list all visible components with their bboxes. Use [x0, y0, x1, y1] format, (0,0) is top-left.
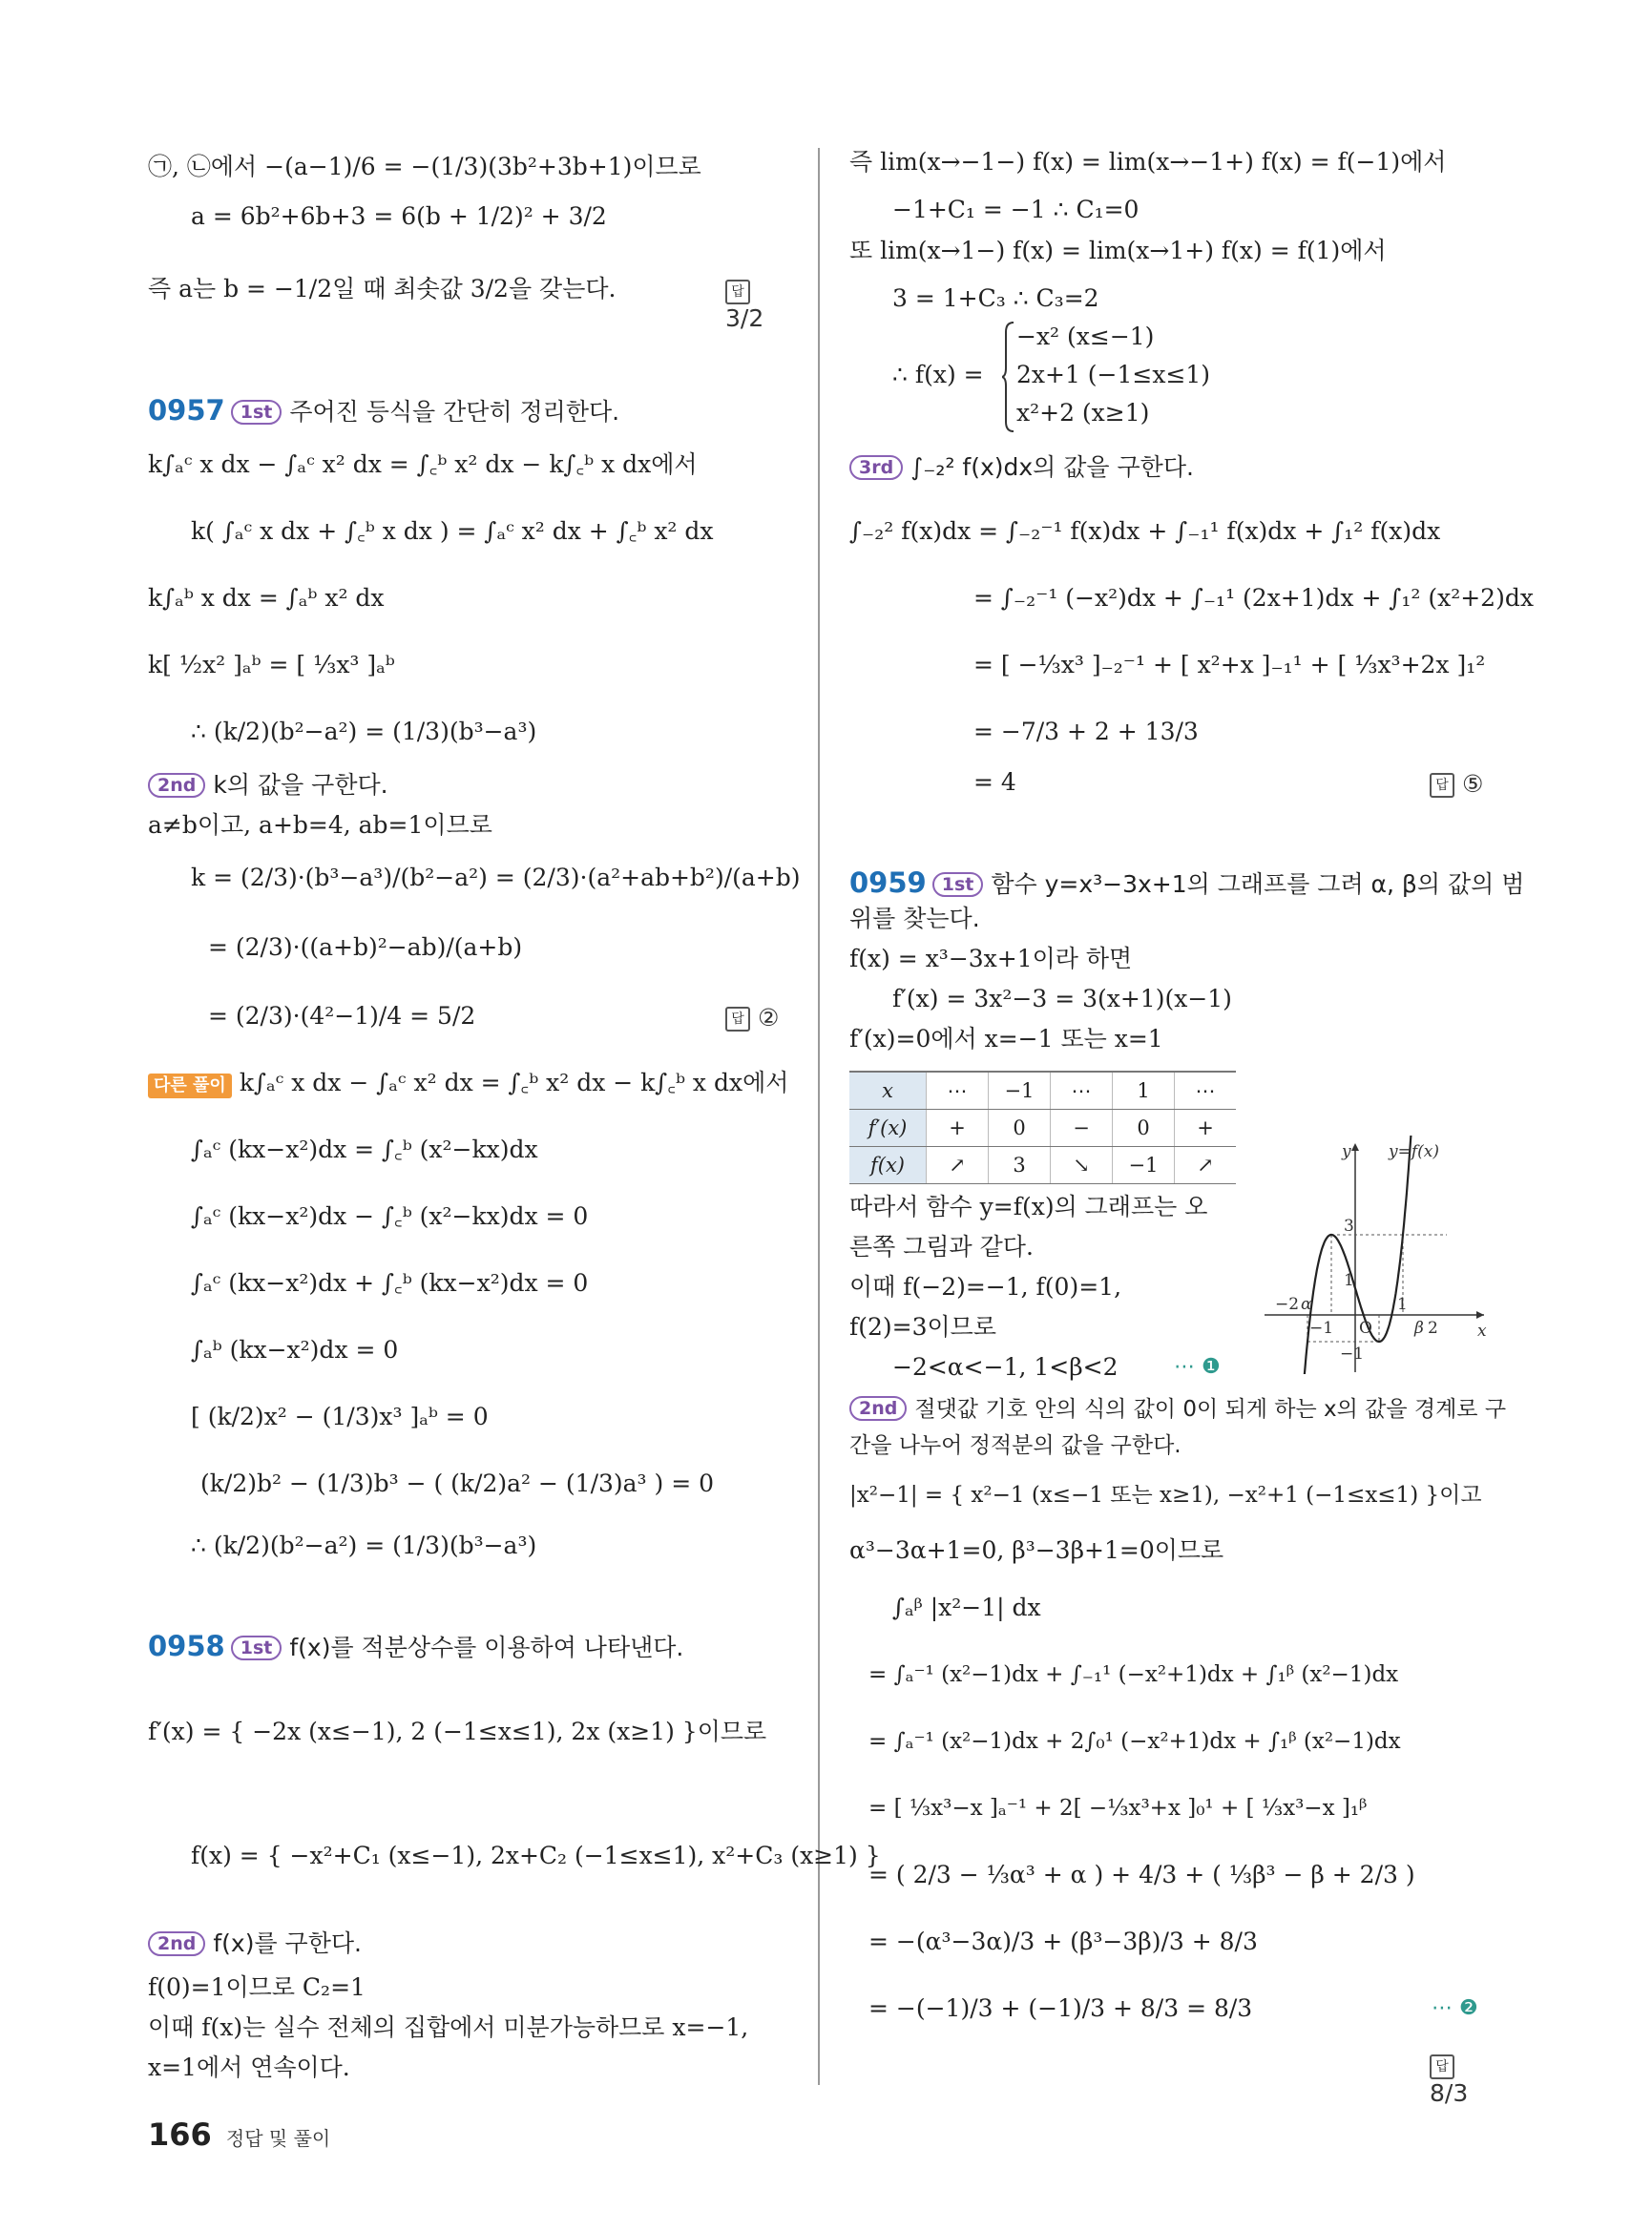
solution-line: = [ −⅓x³ ]₋₂⁻¹ + [ x²+x ]₋₁¹ + [ ⅓x³+2x ]₁²	[973, 651, 1486, 678]
solution-line: ∫ₐᶜ (kx−x²)dx = ∫꜀ᵇ (x²−kx)dx	[191, 1136, 538, 1163]
solution-line: α³−3α+1=0, β³−3β+1=0이므로	[849, 1536, 1224, 1564]
step-marker-1: ⋯ ❶	[1174, 1355, 1221, 1379]
solution-line: k∫ₐᵇ x dx = ∫ₐᵇ x² dx	[148, 584, 385, 612]
origin-label: O	[1359, 1319, 1372, 1338]
step-badge: 1st	[231, 1636, 282, 1660]
cubic-graph	[1260, 1136, 1489, 1374]
solution-line: ∫ₐᶜ (kx−x²)dx + ∫꜀ᵇ (kx−x²)dx = 0	[191, 1269, 589, 1297]
tick-label-2: 2	[1428, 1319, 1438, 1338]
x-axis-label: x	[1477, 1322, 1487, 1341]
solution-line: f′(x) = 3x²−3 = 3(x+1)(x−1)	[892, 985, 1232, 1012]
solution-line: 른쪽 그림과 같다.	[849, 1233, 1034, 1261]
footer-label: 정답 및 풀이	[225, 2127, 331, 2150]
solution-line: ㉠, ㉡에서 −(a−1)/6 = −(1/3)(3b²+3b+1)이므로	[148, 153, 701, 180]
table-cell: ↗	[927, 1147, 989, 1184]
solution-line: [ (k/2)x² − (1/3)x³ ]ₐᵇ = 0	[191, 1403, 489, 1430]
piecewise-brace-icon	[1002, 321, 1015, 433]
table-cell: 3	[989, 1147, 1051, 1184]
y-axis-label: y	[1342, 1142, 1351, 1161]
solution-line: (k/2)b² − (1/3)b³ − ( (k/2)a² − (1/3)a³ ) = 0	[200, 1470, 715, 1497]
answer-icon: 답	[725, 1007, 750, 1032]
answer-0959: 답8/3	[1430, 2052, 1494, 2107]
solution-line: ∴ (k/2)(b²−a²) = (1/3)(b³−a³)	[191, 718, 537, 745]
solution-line: f′(x) = { −2x (x≤−1), 2 (−1≤x≤1), 2x (x≥1) }이므로	[148, 1718, 767, 1745]
solution-line: k[ ½x² ]ₐᵇ = [ ⅓x³ ]ₐᵇ	[148, 651, 395, 678]
problem-header-0959	[849, 868, 1524, 899]
solution-line: = (2/3)·(4²−1)/4 = 5/2	[208, 1002, 476, 1030]
solution-line: = −(−1)/3 + (−1)/3 + 8/3 = 8/3	[868, 1994, 1253, 2022]
tick-label-minus1-x: −1	[1309, 1319, 1334, 1338]
solution-line: = ∫₋₂⁻¹ (−x²)dx + ∫₋₁¹ (2x+1)dx + ∫₁² (x²+2)dx	[973, 584, 1534, 612]
tick-label-1: 1	[1344, 1271, 1354, 1290]
solution-line: ∫ₐᶜ (kx−x²)dx − ∫꜀ᵇ (x²−kx)dx = 0	[191, 1202, 589, 1230]
step-badge: 2nd	[148, 773, 205, 798]
increase-decrease-table	[849, 1071, 1236, 1184]
answer-0958: 답 ⑤	[1430, 770, 1483, 798]
beta-label: β	[1414, 1319, 1424, 1338]
step-title: 주어진 등식을 간단히 정리한다.	[289, 398, 620, 426]
solution-line: f′(x)=0에서 x=−1 또는 x=1	[849, 1025, 1163, 1053]
problem-header-0957	[148, 396, 619, 427]
solution-line: x=1에서 연속이다.	[148, 2054, 350, 2081]
table-row	[849, 1072, 1236, 1110]
piecewise-label: ∴ f(x) =	[892, 361, 984, 388]
answer-icon: 답	[1430, 2054, 1454, 2079]
solution-line: ∫₋₂² f(x)dx = ∫₋₂⁻¹ f(x)dx + ∫₋₁¹ f(x)dx + ∫₁² f(x)dx	[849, 517, 1441, 545]
cubic-curve	[1302, 1136, 1412, 1374]
solution-line: −1+C₁ = −1 ∴ C₁=0	[892, 196, 1140, 223]
answer-icon: 답	[725, 280, 750, 304]
column-divider	[818, 148, 820, 2085]
alt-solution-badge: 다른 풀이	[148, 1074, 232, 1098]
step-badge: 2nd	[148, 1931, 205, 1956]
solution-line: f(2)=3이므로	[849, 1313, 996, 1341]
solution-line: 즉 lim(x→−1−) f(x) = lim(x→−1+) f(x) = f(−1)에서	[849, 148, 1447, 176]
table-cell: ↘	[1051, 1147, 1113, 1184]
alt-solution-line: 다른 풀이 k∫ₐᶜ x dx − ∫ₐᶜ x² dx = ∫꜀ᵇ x² dx − k∫꜀ᵇ x dx에서	[148, 1069, 788, 1098]
problem-header-0958	[148, 1632, 683, 1662]
problem-number: 0958	[148, 1630, 225, 1662]
solution-line: f(0)=1이므로 C₂=1	[148, 1973, 366, 2001]
step-title-cont: 위를 찾는다.	[849, 905, 980, 932]
table-row	[849, 1110, 1236, 1147]
step-badge: 3rd	[849, 455, 903, 480]
table-cell: −	[1051, 1110, 1113, 1147]
step-marker-2: ⋯ ❷	[1432, 1996, 1478, 2020]
table-cell: 1	[1113, 1072, 1175, 1110]
solution-line: 3 = 1+C₃ ∴ C₃=2	[892, 284, 1099, 312]
step-header: 2nd k의 값을 구한다.	[148, 771, 388, 800]
tick-label-minus2: −2	[1275, 1295, 1300, 1314]
table-cell: −1	[989, 1072, 1051, 1110]
piecewise-row: x²+2 (x≥1)	[1016, 399, 1150, 427]
solution-line: k = (2/3)·(b³−a³)/(b²−a²) = (2/3)·(a²+ab+b²)/(a+b)	[191, 864, 801, 891]
solution-line: = 4	[973, 768, 1016, 796]
step-header: 2nd f(x)를 구한다.	[148, 1929, 362, 1958]
solution-line: = ( 2/3 − ⅓α³ + α ) + 4/3 + ( ⅓β³ − β + 2/3 )	[868, 1861, 1415, 1888]
step-title: f(x)를 적분상수를 이용하여 나타낸다.	[289, 1634, 684, 1661]
table-cell: f(x)	[849, 1147, 927, 1184]
page-footer	[148, 2116, 330, 2153]
solution-line: 즉 a는 b = −1/2일 때 최솟값 3/2을 갖는다.	[148, 275, 617, 302]
table-cell: ⋯	[1051, 1072, 1113, 1110]
table-cell: ⋯	[1175, 1072, 1237, 1110]
answer-0957: 답 ②	[725, 1004, 779, 1032]
tick-label-minus1-y: −1	[1340, 1345, 1365, 1364]
alpha-label: α	[1301, 1295, 1312, 1314]
table-row	[849, 1147, 1236, 1184]
step-header: 2nd 절댓값 기호 안의 식의 값이 0이 되게 하는 x의 값을 경계로 구	[849, 1395, 1506, 1424]
solution-line: f(x) = { −x²+C₁ (x≤−1), 2x+C₂ (−1≤x≤1), x²+C₃ (x≥1) }	[191, 1842, 881, 1869]
solution-line: ∫ₐᵇ (kx−x²)dx = 0	[191, 1336, 399, 1364]
solution-line: = −7/3 + 2 + 13/3	[973, 718, 1199, 745]
step-title-cont: 간을 나누어 정적분의 값을 구한다.	[849, 1433, 1181, 1458]
step-badge: 1st	[231, 400, 282, 425]
answer-icon: 답	[1430, 773, 1454, 798]
solution-line: k∫ₐᶜ x dx − ∫ₐᶜ x² dx = ∫꜀ᵇ x² dx − k∫꜀ᵇ x dx에서	[148, 450, 698, 478]
table-cell: x	[849, 1072, 927, 1110]
step-title: 함수 y=x³−3x+1의 그래프를 그려 α, β의 값의 범	[991, 870, 1525, 898]
solution-line: 이때 f(x)는 실수 전체의 집합에서 미분가능하므로 x=−1,	[148, 2013, 749, 2041]
solution-line: a≠b이고, a+b=4, ab=1이므로	[148, 811, 492, 839]
tick-label-3: 3	[1344, 1217, 1354, 1236]
table-cell: −1	[1113, 1147, 1175, 1184]
solution-line: = [ ⅓x³−x ]ₐ⁻¹ + 2[ −⅓x³+x ]₀¹ + [ ⅓x³−x ]₁ᵝ	[868, 1796, 1368, 1821]
table-cell: ↗	[1175, 1147, 1237, 1184]
curve-label: y=f(x)	[1389, 1142, 1439, 1161]
table-cell: 0	[989, 1110, 1051, 1147]
page-number: 166	[148, 2116, 212, 2153]
solution-line: 또 lim(x→1−) f(x) = lim(x→1+) f(x) = f(1)에서	[849, 237, 1387, 264]
solution-line: k( ∫ₐᶜ x dx + ∫꜀ᵇ x dx ) = ∫ₐᶜ x² dx + ∫꜀ᵇ x² dx	[191, 517, 714, 545]
solution-line: 이때 f(−2)=−1, f(0)=1,	[849, 1273, 1122, 1301]
solution-line: −2<α<−1, 1<β<2	[892, 1353, 1119, 1381]
step-header: 3rd ∫₋₂² f(x)dx의 값을 구한다.	[849, 453, 1194, 482]
solution-line: = −(α³−3α)/3 + (β³−3β)/3 + 8/3	[868, 1928, 1258, 1955]
solution-line: |x²−1| = { x²−1 (x≤−1 또는 x≥1), −x²+1 (−1≤x≤1) }이고	[849, 1483, 1482, 1508]
solution-line: f(x) = x³−3x+1이라 하면	[849, 945, 1133, 972]
piecewise-row: 2x+1 (−1≤x≤1)	[1016, 361, 1211, 388]
table-cell: 0	[1113, 1110, 1175, 1147]
solution-line: ∴ (k/2)(b²−a²) = (1/3)(b³−a³)	[191, 1532, 537, 1559]
step-badge: 1st	[932, 872, 984, 897]
table-cell: f′(x)	[849, 1110, 927, 1147]
solution-line: = ∫ₐ⁻¹ (x²−1)dx + ∫₋₁¹ (−x²+1)dx + ∫₁ᵝ (x²−1)dx	[868, 1662, 1399, 1687]
piecewise-row: −x² (x≤−1)	[1016, 323, 1155, 350]
table-cell: +	[1175, 1110, 1237, 1147]
solution-line: = ∫ₐ⁻¹ (x²−1)dx + 2∫₀¹ (−x²+1)dx + ∫₁ᵝ (x²−1)dx	[868, 1729, 1401, 1754]
table-cell: ⋯	[927, 1072, 989, 1110]
solution-line: = (2/3)·((a+b)²−ab)/(a+b)	[208, 933, 523, 961]
problem-number: 0957	[148, 394, 225, 427]
table-cell: +	[927, 1110, 989, 1147]
solution-line: a = 6b²+6b+3 = 6(b + 1/2)² + 3/2	[191, 202, 607, 230]
answer-0956: 답3/2	[725, 277, 787, 332]
solution-line: ∫ₐᵝ |x²−1| dx	[892, 1594, 1041, 1621]
problem-number: 0959	[849, 866, 927, 899]
tick-label-1-x: 1	[1397, 1295, 1408, 1314]
step-badge: 2nd	[849, 1396, 907, 1421]
solution-line: 따라서 함수 y=f(x)의 그래프는 오	[849, 1193, 1208, 1220]
